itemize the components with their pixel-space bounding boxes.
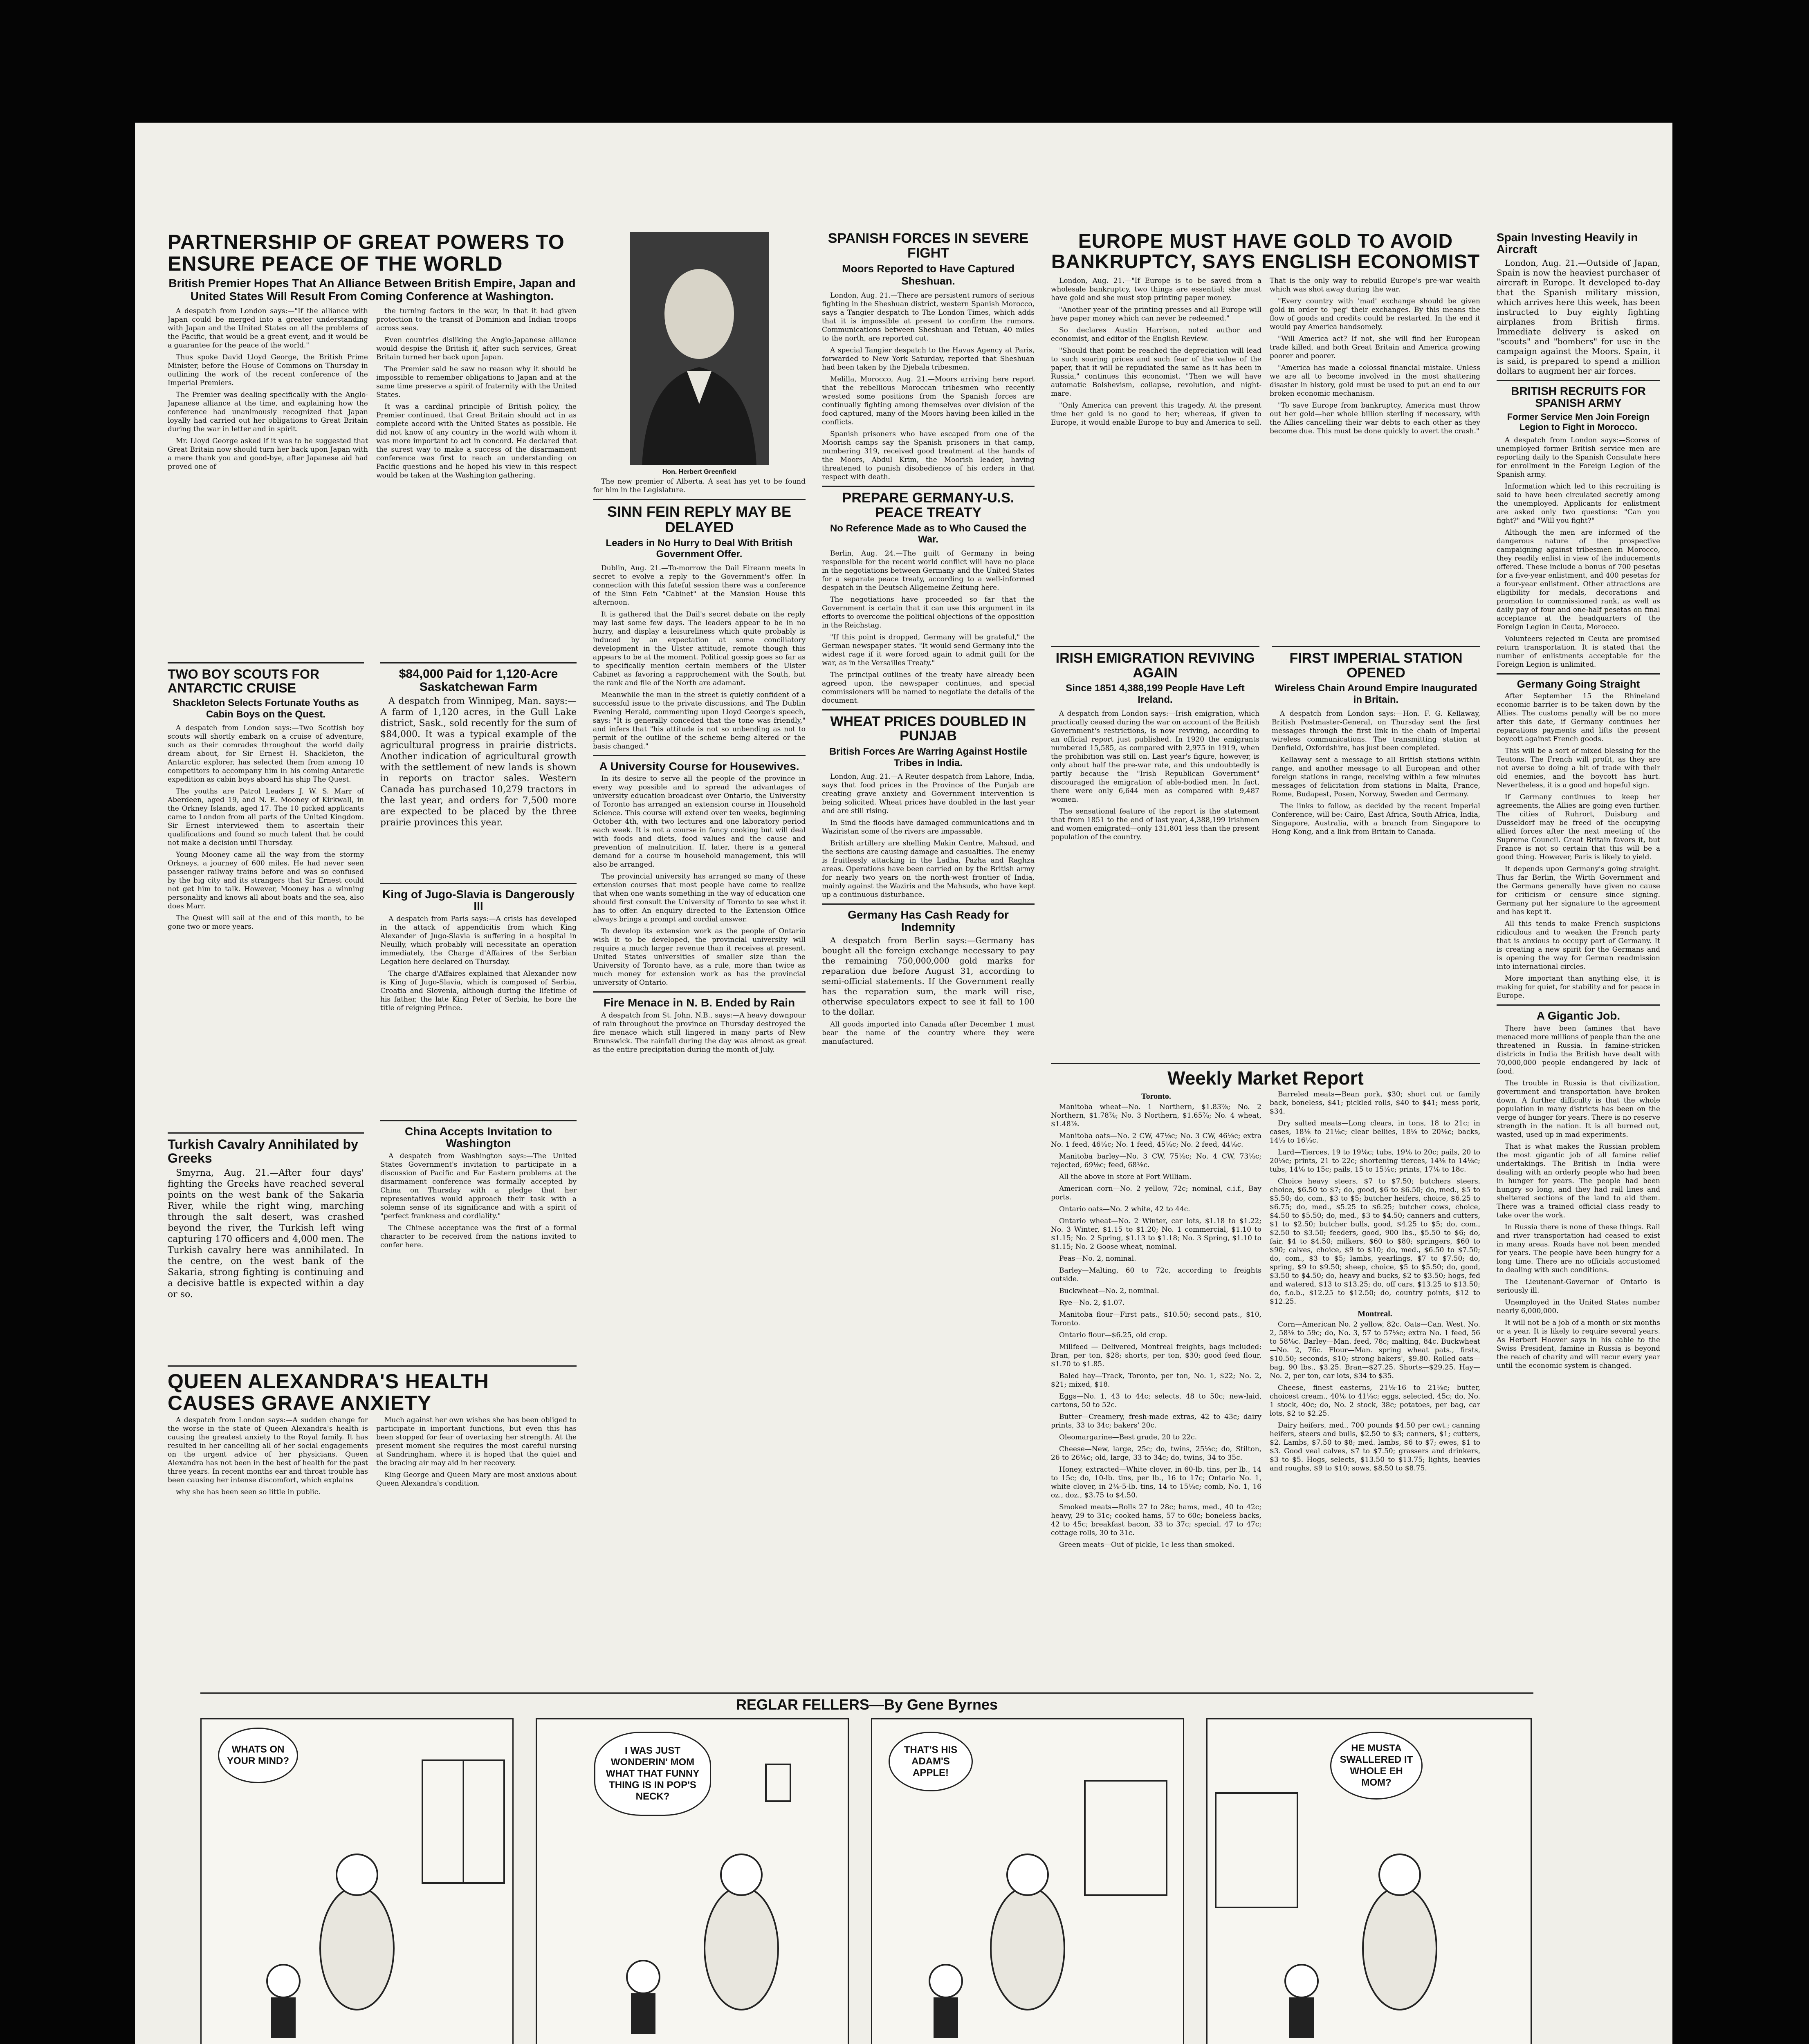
market-item: Rye—No. 2, $1.07.	[1059, 1299, 1125, 1307]
paragraph: That is what makes the Russian problem the most gigantic job of all famine relief undertakings. The British in India were dealing with an orderly people who had been in hunger for years. The people had been hungry so long, and they had rail lines and sheltered sections of the land to aid them. There was a trained official class ready to take over the work.	[1497, 1142, 1660, 1219]
market-item: Ontario wheat—No. 2 Winter, car lots, $1.18 to $1.22; No. 3 Winter, $1.15 to $1.20; No. 1 commercial, $1.10 to $1.15; No. 2 Spring, $1.13 to $1.18; No. 3 Spring, $1.10 to $1.15; No. 2 Goose wheat, nominal.	[1051, 1217, 1261, 1251]
turkish-story	[168, 1128, 364, 1357]
paragraph: "Only America can prevent this tragedy. At the present time her gold is no good to her; whereas, if given to Europe, it would enable Europe to buy and America to sell. That is the only way to rebuild Europe's pre-war wealth which was shot away during the war.	[1051, 276, 1480, 427]
irish-deck: Since 1851 4,388,199 People Have Left Ireland.	[1066, 683, 1245, 705]
column-two	[593, 229, 806, 1684]
straight-headline: Germany Going Straight	[1517, 678, 1640, 690]
market-headline: Weekly Market Report	[1167, 1067, 1364, 1089]
photo-text: The new premier of Alberta. A seat has yet to be found for him in the Legislature.	[593, 477, 806, 494]
paragraph: It is gathered that the Dail's secret debate on the reply may last some few days. The leaders appear to be in no hurry, and display a leisureliness which quite probably is induced by an expectation at some conciliatory development in the Ulster attitude, remote though this appears to be at the moment. Political gossip goes so far as to specifically mention certain members of the Ulster Cabinet as favoring a rapprochement with the South, but the rank and file of the North are adamant.	[593, 610, 806, 687]
paragraph: In its desire to serve all the people of the province in every way possible and to spread the advantages of university education broadcast over Ontario, the University of Toronto has arranged an extension course in Household Science. This course will extend over ten weeks, beginning October 4th, with two lectures and one laboratory period each week. It is not a course in fancy cooking but will deal with foods and diets, food values and the cause and prevention of malnutrition. If, later, there is a general demand for a course in household management, this will also be arranged.	[593, 775, 806, 869]
column-three	[822, 229, 1035, 1684]
paragraph: The Chinese acceptance was the first of a formal character to be received from the nations invited to confer here.	[380, 1224, 577, 1249]
market-item: All the above in store at Fort William.	[1059, 1173, 1192, 1181]
paragraph: A despatch from London says:—Irish emigration, which practically ceased during the war on account of the British Government's restrictions, is now reviving, according to an official report just published. In 1920 the emigrants numbered 15,585, as compared with 2,975 in 1919, when the prohibition was still on. Last year's figure, however, is only about half the pre-war rate, and this undoubtedly is partly because the "Irish Republican Government" discouraged the emigration of able-bodied men. In fact, there were only 6,644 men as compared with 9,487 women.	[1051, 709, 1259, 804]
market-report	[1051, 1059, 1480, 1684]
paragraph: A despatch from London says:—Scores of unemployed former British service men are reporting daily to the Spanish Consulate here for enrollment in the Foreign Legion of the Spanish army.	[1497, 436, 1660, 479]
paragraph: The links to follow, as decided by the recent Imperial Conference, will be: Cairo, East Africa, South Africa, India, Singapore, Australia, with a branch from Singapore to Hong Kong, and a link from Britain to Canada.	[1272, 802, 1480, 836]
paragraph: Unemployed in the United States number nearly 6,000,000.	[1497, 1298, 1660, 1315]
comic-panel-4	[1206, 1718, 1532, 2044]
germancash-headline: Germany Has Cash Ready for Indemnity	[848, 908, 1009, 933]
paragraph: London, Aug. 21.—There are persistent rumors of serious fighting in the Sheshuan district, western Spanish Morocco, says a Tangier despatch to The London Times, which adds that it is impossible at present to confirm the rumors. Communications between Sheshuan and Tetuan, 40 miles to the north, are reported cut.	[822, 291, 1035, 343]
market-item: Dairy heifers, med., 700 pounds $4.50 per cwt.; canning heifers, steers and bulls, $2.50 to $3; canners, $1; cutters, $2. Lambs, $7.50 to $8; med. lambs, $6 to $7; ewes, $1 to $3. Good veal calves, $7 to $7.50; grassers and drinkers, $3 to $5. Hogs, selects, $13.50 to $13.75; lights, heavies and roughs, $9 to $10; sows, $8.50 to $8.75.	[1270, 1421, 1480, 1473]
market-item: Manitoba barley—No. 3 CW, 75⅛c; No. 4 CW, 73⅛c; rejected, 69⅛c; feed, 68⅛c.	[1051, 1152, 1261, 1170]
paragraph: A despatch from Washington says:—The United States Government's invitation to participate in a discussion of Pacific and Far Eastern problems at the disarmament conference was formally accepted by China on Thursday with a pledge that her representatives would approach their task with a solemn sense of its significance and with a spirit of "perfect frankness and cordiality."	[380, 1152, 577, 1220]
comic-panel-1	[200, 1718, 514, 2044]
paragraph: British artillery are shelling Makin Centre, Mahsud, and the sections are causing damage and casualties. The enemy is fruitlessly attacking in the Ladha, Pazha and Raghza areas. Operations have been carried on by the British army for nearly two years on the north-west frontier of India, mainly against the Waziris and the Mahsuds, who have kept up a continuous disturbance.	[822, 839, 1035, 899]
jugoslavia-headline: King of Jugo-Slavia is Dangerously Ill	[382, 888, 575, 913]
china-story	[380, 1116, 577, 1357]
market-item: Eggs—No. 1, 43 to 44c; selects, 48 to 50c; new-laid, cartons, 50 to 52c.	[1051, 1392, 1261, 1410]
comic-title: REGLAR FELLERS—By Gene Byrnes	[736, 1696, 998, 1713]
market-item: Barreled meats—Bean pork, $30; short cut or family back, boneless, $41; pickled rolls, $40 to $41; mess pork, $34.	[1270, 1090, 1480, 1116]
paragraph: King George and Queen Mary are most anxious about Queen Alexandra's condition.	[376, 1471, 577, 1488]
paragraph: The provincial university has arranged so many of these extension courses that most people have come to realize that when one wants something in the way of education one should first consult the University of Toronto to see whst it has to offer. An enquiry directed to the Extension Office always brings a prompt and cordial answer.	[593, 872, 806, 924]
alexandra-story	[168, 1361, 577, 1680]
jugoslavia-story	[380, 879, 577, 1116]
paragraph: Mr. Lloyd George asked if it was to be suggested that Great Britain now should turn her back upon Japan with a mere thank you and good-bye, after Japanese aid had proved one of	[168, 437, 368, 471]
newspaper-page	[135, 123, 1672, 2044]
panel-drawing	[1207, 1719, 1531, 2044]
paragraph: The Premier was dealing specifically with the Anglo-Japanese alliance at the time, and explaining how the conference had unanimously recognized that Japan loyally had carried out her obligations to Great Britain during the war in letter and in spirit.	[168, 391, 368, 434]
china-headline: China Accepts Invitation to Washington	[405, 1125, 552, 1150]
imperial-headline: FIRST IMPERIAL STATION OPENED	[1289, 650, 1463, 681]
market-item: Cheese—New, large, 25c; do, twins, 25⅛c; do, Stilton, 26 to 26⅛c; old, large, 33 to 34c; do, twins, 34 to 35c.	[1051, 1445, 1261, 1462]
paragraph: All this tends to make French suspicions ridiculous and to weaken the French party that is anxious to occupy part of Germany. It is creating a new spirit for the Germans and is opening the way for German readmission into international circles.	[1497, 920, 1660, 971]
irish-story	[1051, 642, 1259, 1059]
market-item: Buckwheat—No. 2, nominal.	[1059, 1287, 1159, 1295]
market-item: Cheese, finest easterns, 21⅛-16 to 21⅛c; butter, choicest cream., 40⅛ to 41⅛c; eggs, selected, 45c; do, No. 1 stock, 40c; do, No. 2 stock, 38c; potatoes, per bag, car lots, $2 to $2.25.	[1270, 1384, 1480, 1418]
scouts-story	[168, 658, 364, 1128]
paragraph: Smyrna, Aug. 21.—After four days' fighting the Greeks have reached several points on the west bank of the Sakaria River, while the right wing, marching through the salt desert, was crashed beyond the river, the Turkish left wing capturing 170 officers and 4,000 men. The Turkish cavalry here was annihilated. In the centre, on the west bank of the Sakaria, strong fighting is continuing and a decisive battle is expected within a day or so.	[168, 1168, 364, 1300]
market-item: Corn—American No. 2 yellow, 82c. Oats—Can. West. No. 2, 58⅛ to 59c; do, No. 3, 57 to 57⅛c; extra No. 1 feed, 56 to 58⅛c. Barley—Man. feed, 78c; malting, 84c. Buckwheat—No. 2, 76c. Flour—Man. spring wheat pats., firsts, $10.50; seconds, $10; strong bakers', $9.80. Rolled oats—bag, 90 lbs., $3.25. Bran—$27.25. Shorts—$29.25. Hay—No. 2, per ton, car lots, $34 to $35.	[1270, 1320, 1480, 1381]
paragraph: A despatch from Paris says:—A crisis has developed in the attack of appendicitis from which King Alexander of Jugo-Slavia is suffering in a hospital in Neuilly, which probably will necessitate an operation immediately, the Charge d'Affaires of the Serbian Legation here declared on Thursday.	[380, 914, 577, 966]
paragraph: A despatch from London says:—"If the alliance with Japan could be merged into a greater understanding with Japan and the United States on all the problems of the Pacific, that would be a great event, and it would be a guarantee for the peace of the world."	[168, 307, 368, 350]
paragraph: "America has made a colossal financial mistake. Unless we are all to become involved in the most shattering disaster in history, gold must be used to put an end to our broken economic mechanism.	[1270, 363, 1480, 398]
paragraph: The negotiations have proceeded so far that the Government is certain that it can use this argument in its efforts to overcome the political objections of the opposition in the Reichstag.	[822, 595, 1035, 630]
portrait-image	[630, 232, 769, 465]
aircraft-headline: Spain Investing Heavily in Aircraft	[1497, 231, 1638, 256]
paragraph: The Lieutenant-Governor of Ontario is seriously ill.	[1497, 1278, 1660, 1295]
farm-story	[380, 658, 577, 879]
speech-bubble: WHATS ON YOUR MIND?	[218, 1728, 298, 1783]
europe-body	[1051, 277, 1480, 436]
comic-strip	[200, 1692, 1533, 2044]
paragraph: A despatch from London says:—Hon. F. G. Kellaway, British Postmaster-General, on Thursday sent the first messages through the first link in the chain of Imperial wireless communications. The transmitting station at Denfield, Oxfordshire, has just been completed.	[1272, 709, 1480, 752]
paragraph: The sensational feature of the report is the statement that from 1851 to the end of last year, 4,388,199 Irishmen and women emigrated—only 131,801 less than the present population of the country.	[1051, 807, 1259, 841]
market-item: Butter—Creamery, fresh-made extras, 42 to 43c; dairy prints, 33 to 34c; bakers' 20c.	[1051, 1413, 1261, 1430]
paragraph: Much against her own wishes she has been obliged to participate in important functions, but even this has been stopped for fear of overtaxing her strength. At the present moment she requires the most careful nursing at Sandringham, where it is hoped that the quiet and the bracing air may aid in her recovery.	[376, 1416, 577, 1467]
market-item: Ontario flour—$6.25, old crop.	[1059, 1331, 1167, 1340]
paragraph: More important than anything else, it is making for quiet, for stability and for peace in Europe.	[1497, 975, 1660, 1000]
europe-story	[1051, 229, 1480, 642]
paragraph: So declares Austin Harrison, noted author and economist, and editor of the English Review.	[1051, 326, 1261, 343]
market-item: Lard—Tierces, 19 to 19⅛c; tubs, 19⅛ to 20c; pails, 20 to 20⅛c; prints, 21 to 22c; shortening tierces, 14⅛ to 14⅛c; tubs, 14⅛ to 15c; pails, 15 to 15⅛c; prints, 17⅛ to 18c.	[1270, 1148, 1480, 1174]
paragraph: the turning factors in the war, in that it had given protection to the transit of Dominion and Indian troops across seas.	[376, 307, 577, 333]
portrait-photo	[630, 232, 769, 465]
firemenace-headline: Fire Menace in N. B. Ended by Rain	[603, 996, 795, 1009]
paragraph: To develop its extension work as the people of Ontario wish it to be developed, the provincial university will require a much larger revenue than it receives at present. United States universities of smaller size than the University of Toronto have, as a rule, more than twice as much money for extension work as has the provincial university of Ontario.	[593, 927, 806, 987]
market-left	[1051, 1090, 1261, 1553]
paragraph: Information which led to this recruiting is said to have been circulated secretly among the unemployed. Applicants for enlistment are asked only two questions: "Can you fight?" and "Will you fight?"	[1497, 482, 1660, 525]
market-item: American corn—No. 2 yellow, 72c; nominal, c.i.f., Bay ports.	[1051, 1185, 1261, 1202]
speech-bubble: I WAS JUST WONDERIN' MOM WHAT THAT FUNNY THING IS IN POP'S NECK?	[594, 1732, 711, 1816]
market-item: Ontario oats—No. 2 white, 42 to 44c.	[1059, 1205, 1190, 1214]
imperial-deck: Wireless Chain Around Empire Inaugurated in Britain.	[1275, 683, 1477, 705]
paragraph: A despatch from Berlin says:—Germany has bought all the foreign exchange necessary to pay the remaining 750,000,000 gold marks for reparation due before August 31, according to semi-official statements. If the Government really has the reparation sum, the mark will rise, otherwise speculators expect to see it fall to 100 to the dollar.	[822, 935, 1035, 1017]
photo-caption: Hon. Herbert Greenfield	[662, 468, 736, 475]
paragraph: Thus spoke David Lloyd George, the British Prime Minister, before the House of Commons on Thursday in outlining the work of the recent conference of the Imperial Premiers.	[168, 353, 368, 388]
paragraph: "If this point is dropped, Germany will be grateful," the German newspaper states. "It would send Germany into the widest rage if it were forced again to admit guilt for the war, as in the Versailles Treaty."	[822, 633, 1035, 667]
university-headline: A University Course for Housewives.	[599, 760, 799, 773]
paragraph: A despatch from Winnipeg, Man. says:—A farm of 1,120 acres, in the Gull Lake district, Sask., sold recently for the sum of $84,000. It was a typical example of the agricultural progress in prairie districts. Another indication of agricultural growth with the settlement of new lands is shown in reports on tractor sales. Western Canada has purchased 10,279 tractors in the last year, and orders for 7,500 more are expected to be placed by the three prairie provinces this year.	[380, 696, 577, 828]
imperial-story	[1272, 642, 1480, 1059]
panel-drawing	[872, 1719, 1183, 2044]
paragraph: Kellaway sent a message to all British stations within range, and another message to all European and other foreign stations in range, receiving within a few minutes messages of felicitation from stations in Malta, France, Rome, Budapest, Posen, Norway, Sweden and Germany.	[1272, 755, 1480, 798]
paragraph: Although the men are informed of the dangerous nature of the prospective campaigning against tribesmen in Morocco, they readily enlist in view of the inducements offered. These include a bonus of 700 pesetas for a five-year enlistment, and 400 pesetas for a four-year enlistment. Other attractions are eligibility for medals, decorations and promotion to commissioned rank, as well as daily pay of four and one-half pesetas on final acceptance at the headquarters of the Foreign Legion in Ceuta, Morocco.	[1497, 529, 1660, 632]
germany-deck: No Reference Made as to Who Caused the War.	[830, 522, 1027, 545]
paragraph: A despatch from London says:—Two Scottish boy scouts will shortly embark on a cruise of adventure, such as their comrades throughout the world daily dream about, for Sir Ernest H. Shackleton, the Antarctic explorer, has selected them from among 10 competitors to accompany him in his coming Antarctic expedition as cabin boys aboard his ship The Quest.	[168, 724, 364, 784]
panel-drawing	[202, 1719, 512, 2044]
recruits-deck: Former Service Men Join Foreign Legion to Fight in Morocco.	[1507, 411, 1650, 432]
paragraph: "To save Europe from bankruptcy, America must throw out her gold—her whole billion sterling if necessary, with the Allies cancelling their war debts to each other as they become due. This must be done quickly to avert the crash."	[1270, 401, 1480, 435]
scouts-deck: Shackleton Selects Fortunate Youths as Cabin Boys on the Quest.	[173, 697, 359, 720]
lead-body	[168, 307, 577, 480]
paragraph: This will be a sort of mixed blessing for the Teutons. The French will profit, as they are not averse to doing a bit of trade with their old enemies, and the boycott has hurt. Nevertheless, it is a good and hopeful sign.	[1497, 747, 1660, 790]
paragraph: It depends upon Germany's going straight. Thus far Berlin, the Wirth Government and the Germans generally have given no cause for criticism or censure since signing. Germany put her signature to the agreement and has kept it.	[1497, 865, 1660, 917]
market-item: Green meats—Out of pickle, 1c less than smoked.	[1059, 1541, 1234, 1549]
lead-deck: British Premier Hopes That An Alliance Between British Empire, Japan and United States Will Result From Coming Conference at Washington.	[168, 277, 576, 303]
market-item: Manitoba oats—No. 2 CW, 47⅛c; No. 3 CW, 46⅛c; extra No. 1 feed, 46⅛c; No. 1 feed, 45⅛c; No. 2 feed, 44⅛c.	[1051, 1132, 1261, 1149]
sinnfein-deck: Leaders in No Hurry to Deal With British Government Offer.	[606, 537, 793, 560]
paragraph: London, Aug. 21.—A Reuter despatch from Lahore, India, says that food prices in the Province of the Punjab are creating grave anxiety and Government intervention is being solicited. Wheat prices have doubled in the last year and are still rising.	[822, 773, 1035, 816]
paragraph: Meanwhile the man in the street is quietly confident of a successful issue to the private discussions, and The Dublin Evening Herald, commenting upon Lloyd George's speech, says: "It is generally conceded that the tone was friendly," and infers that "his attitude is not so unbending as not to permit of the outline of the scheme being altered or the basis changed."	[593, 690, 806, 751]
farm-headline: $84,000 Paid for 1,120-Acre Saskatchewan Farm	[399, 667, 558, 694]
paragraph: London, Aug. 21.—"If Europe is to be saved from a wholesale bankruptcy, two things are essential; she must have gold and she must stop printing paper money.	[1051, 276, 1261, 302]
lead-headline: PARTNERSHIP OF GREAT POWERS TO ENSURE PEACE OF THE WORLD	[168, 231, 565, 275]
europe-headline: EUROPE MUST HAVE GOLD TO AVOID BANKRUPTCY, SAYS ENGLISH ECONOMIST	[1051, 231, 1480, 273]
gigantic-headline: A Gigantic Job.	[1536, 1009, 1620, 1022]
paragraph: A special Tangier despatch to the Havas Agency at Paris, forwarded to New York Saturday, reported that Sheshuan had been taken by the Djebala tribesmen.	[822, 346, 1035, 372]
speech-bubble: HE MUSTA SWALLERED IT WHOLE EH MOM?	[1330, 1732, 1423, 1800]
paragraph: A despatch from London says:—A sudden change for the worse in the state of Queen Alexandra's health is causing the greatest anxiety to the Royal family. It has resulted in her cancelling all of her social engagements on the urgent advice of her physicians. Queen Alexandra has not been in the best of health for the past three years. In recent months ear and throat trouble has been causing her intense discomfort, which explains	[168, 1416, 368, 1484]
paragraph: "Will America act? If not, she will find her European trade killed, and both Great Britain and America growing poorer and poorer.	[1270, 334, 1480, 360]
market-montreal-head: Montreal.	[1358, 1309, 1392, 1319]
speech-bubble: THAT'S HIS ADAM'S APPLE!	[889, 1732, 973, 1791]
market-item: Baled hay—Track, Toronto, per ton, No. 1, $22; No. 2, $21; mixed, $18.	[1051, 1372, 1261, 1389]
paragraph: The charge d'Affaires explained that Alexander now is King of Jugo-Slavia, which is composed of Serbia, Croatia and Slovenia, although during the lifetime of his father, the late King Peter of Serbia, he bore the title of reigning Prince.	[380, 969, 577, 1012]
market-item: Millfeed — Delivered, Montreal freights, bags included: Bran, per ton, $28; shorts, per ton, $30; good feed flour, $1.70 to $1.85.	[1051, 1343, 1261, 1369]
paragraph: London, Aug. 21.—Outside of Japan, Spain is now the heaviest purchaser of aircraft in Europe. It developed to-day that the Spanish military mission, which arrives here this week, has been instructed to buy eighty fighting airplanes from British firms. Immediate delivery is asked on "scouts" and "bombers" for use in the campaign against the Moors. Spain, it is said, is prepared to spend a million dollars to augment her air forces.	[1497, 258, 1660, 376]
lead-story	[168, 229, 577, 658]
market-columns	[1051, 1090, 1480, 1553]
comic-panel-3	[871, 1718, 1184, 2044]
paragraph: why she has been seen so little in public.	[176, 1488, 321, 1496]
germany-headline: PREPARE GERMANY-U.S. PEACE TREATY	[842, 490, 1014, 520]
sinnfein-headline: SINN FEIN REPLY MAY BE DELAYED	[607, 503, 792, 536]
paragraph: It will not be a job of a month or six months or a year. It is likely to require several years. As Herbert Hoover says in his cable to the Swiss President, famine in Russia is beyond the reach of charity and will recur every year until the economic system is changed.	[1497, 1318, 1660, 1370]
paragraph: In Sind the floods have damaged communications and in Waziristan some of the rivers are impassable.	[822, 819, 1035, 836]
paragraph: The principal outlines of the treaty have already been agreed upon, the newspaper continues, and special commissioners will be named to negotiate the details of the document.	[822, 670, 1035, 705]
paragraph: Even countries disliking the Anglo-Japanese alliance would despise the British if, after such services, Great Britain turned her back upon Japan.	[376, 336, 577, 362]
comic-panel-2	[536, 1718, 849, 2044]
paragraph: "Should that point be reached the depreciation will lead to such soaring prices and such fear of the value of the paper, that it will be repudiated the same as it has been in Russia," continues this economist. "Then we will have automatic Bolshevism, collapse, revolution, and night-mare.	[1051, 346, 1261, 398]
paragraph: Berlin, Aug. 24.—The guilt of Germany in being responsible for the recent world conflict will have no place in the negotiations between Germany and the United States for a separate peace treaty, according to a well-informed despatch in the Deutsch Allgemeine Zeitung here.	[822, 549, 1035, 592]
market-toronto-head: Toronto.	[1141, 1092, 1171, 1101]
wheat-deck: British Forces Are Warring Against Hostile Tribes in India.	[829, 746, 1028, 769]
market-item: Dry salted meats—Long clears, in tons, 18 to 21c; in cases, 18⅛ to 21⅛c; clear bellies, 18⅛ to 20⅛c; backs, 14⅛ to 16⅛c.	[1270, 1119, 1480, 1145]
paragraph: There have been famines that have menaced more millions of people than the one threatened in Russia. In famine-stricken districts in India the British have dealt with 70,000,000 people endangered by lack of food.	[1497, 1024, 1660, 1076]
recruits-headline: BRITISH RECRUITS FOR SPANISH ARMY	[1511, 384, 1646, 410]
wheat-headline: WHEAT PRICES DOUBLED IN PUNJAB	[830, 713, 1026, 744]
irish-headline: IRISH EMIGRATION REVIVING AGAIN	[1055, 650, 1255, 681]
paragraph: Spanish prisoners who have escaped from one of the Moorish camps say the Spanish prisoners in that camp, numbering 319, received good treatment at the hands of the Moors, Abdul Krim, the Moorish leader, having threatened to punish disobedience of his orders in that respect with death.	[822, 430, 1035, 482]
market-item: Manitoba wheat—No. 1 Northern, $1.83⅞; No. 2 Northern, $1.78⅞; No. 3 Northern, $1.65⅞; No. 4 wheat, $1.48⅞.	[1051, 1103, 1261, 1129]
market-right	[1270, 1090, 1480, 1553]
alexandra-headline: QUEEN ALEXANDRA'S HEALTH CAUSES GRAVE ANXIETY	[168, 1370, 489, 1414]
market-item: Peas—No. 2, nominal.	[1059, 1255, 1136, 1263]
market-item: Honey, extracted—White clover, in 60-lb. tins, per lb., 14 to 15c; do, 10-lb. tins, per lb., 16 to 17c; Ontario No. 1, white clover, in 2⅛-5-lb. tins, 14 to 15⅛c; comb, No. 1, 16 oz., doz., $3.75 to $4.50.	[1051, 1466, 1261, 1500]
market-item: Barley—Malting, 60 to 72c, according to freights outside.	[1051, 1266, 1261, 1284]
paragraph: Dublin, Aug. 21.—To-morrow the Dail Eireann meets in secret to evolve a reply to the Government's offer. In connection with this fateful session there was a conference of the Sinn Fein "Cabinet" at the Mansion House this afternoon.	[593, 564, 806, 607]
paragraph: Volunteers rejected in Ceuta are promised return transportation. It is stated that the number of enlistments acceptable for the Foreign Legion is unlimited.	[1497, 635, 1660, 669]
paragraph: Young Mooney came all the way from the stormy Orkneys, a journey of 600 miles. He had never seen passenger railway trains before and was so confused by the big city and its strangers that Sir Ernest could not get him to talk. However, Mooney has a winning personality and knows all about boats and the sea, also does Marr.	[168, 851, 364, 911]
paragraph: "Every country with 'mad' exchange should be given gold in order to 'peg' their exchanges. By this means the flow of goods and credits could be restarted. In the end it would pay America handsomely.	[1270, 297, 1480, 331]
paragraph: The trouble in Russia is that civilization, government and transportation have broken down. A further difficulty is that the whole population in many districts has been on the verge of hunger for years. There is no reserve strength in the nation. It is all burned out, wasted, used up in mad experiments.	[1497, 1079, 1660, 1139]
paragraph: A despatch from St. John, N.B., says:—A heavy downpour of rain throughout the province on Thursday destroyed the fire menace which still lingered in many parts of New Brunswick. The rainfall during the day was almost as great as the entire precipitation during the month of July.	[593, 1011, 806, 1054]
paragraph: The Quest will sail at the end of this month, to be gone two or more years.	[168, 914, 364, 931]
alexandra-body	[168, 1416, 577, 1497]
paragraph: In Russia there is none of these things. Rail and river transportation had ceased to exist in many areas. Roads have not been mended for years. The people have been hungry for a long time. There are no officials accustomed to dealing with such conditions.	[1497, 1223, 1660, 1274]
market-item: Manitoba flour—First pats., $10.50; second pats., $10, Toronto.	[1051, 1311, 1261, 1328]
paragraph: The youths are Patrol Leaders J. W. S. Marr of Aberdeen, aged 19, and N. E. Mooney of Kirkwall, in the Orkney Islands, aged 17. The 10 picked applicants came to London from all parts of the United Kingdom. Sir Ernest interviewed them to ascertain their qualifications and found so much talent that he could not make a decision until Thursday.	[168, 787, 364, 847]
market-item: Oleomargarine—Best grade, 20 to 22c.	[1059, 1433, 1197, 1442]
spanish-headline: SPANISH FORCES IN SEVERE FIGHT	[828, 231, 1029, 261]
panel-drawing	[537, 1719, 848, 2044]
market-item: Choice heavy steers, $7 to $7.50; butchers steers, choice, $6.50 to $7; do, good, $6 to $6.50; do, med., $5 to $5.50; do, com., $3 to $5; butcher heifers, choice, $6.25 to $6.75; do, med., $5.25 to $6.25; butcher cows, choice, $4.50 to $5.50; do, med., $3 to $4.50; canners and cutters, $1 to $2.50; butcher bulls, good, $4.25 to $5; do, com., $2.50 to $3.50; feeders, good, 900 lbs., $5.50 to $6; do, fair, $4 to $4.50; milkers, $60 to $80; springers, $60 to $90; calves, choice, $9 to $10; do, med., $6.50 to $7.50; do, com., $3 to $5; lambs, yearlings, $7 to $7.50; do, spring, $9 to $9.50; sheep, choice, $5 to $5.50; do, good, $3.50 to $4.50; do, heavy and bucks, $2 to $3.50; hogs, fed and watered, $13 to $13.25; do, off cars, $13.25 to $13.50; do, f.o.b., $12.25 to $12.50; do, country points, $12 to $12.25.	[1270, 1177, 1480, 1306]
paragraph: If Germany continues to keep her agreements, the Allies are going even further. The cities of Ruhrort, Duisburg and Dusseldorf may be freed of the occupying allied forces after the next meeting of the Supreme Council. Great Britain favors it, but France is not so certain that this will be a good thing. However, Paris is likely to yield.	[1497, 793, 1660, 862]
market-item: Smoked meats—Rolls 27 to 28c; hams, med., 40 to 42c; heavy, 29 to 31c; cooked hams, 57 to 60c; boneless backs, 42 to 45c; breakfast bacon, 33 to 37c; special, 47 to 47c; cottage rolls, 30 to 31c.	[1051, 1503, 1261, 1537]
paragraph: After September 15 the Rhineland economic barrier is to be taken down by the Allies. The customs penalty will be no more after this date, if Germany continues her reparations payments and lifts the present boycott against French goods.	[1497, 692, 1660, 744]
turkish-headline: Turkish Cavalry Annihilated by Greeks	[168, 1137, 358, 1165]
scouts-headline: TWO BOY SCOUTS FOR ANTARCTIC CRUISE	[168, 667, 319, 695]
paragraph: The Premier said he saw no reason why it should be impossible to remember obligations to Japan and at the same time preserve a spirit of fraternity with the United States.	[376, 365, 577, 399]
spanish-deck: Moors Reported to Have Captured Sheshuan.	[842, 262, 1014, 287]
paragraph: It was a cardinal principle of British policy, the Premier continued, that Great Britain should act in as complete accord with the United States as possible. He did not know of any country in the world with whom it was more important to act in concord. He declared that the surest way to make a success of the disarmament conference was first to reach an understanding on Pacific questions and he hoped his view in this respect would be taken at the Washington gathering.	[376, 403, 577, 480]
paragraph: All goods imported into Canada after December 1 must bear the name of the country where they were manufactured.	[822, 1020, 1035, 1046]
paragraph: Melilla, Morocco, Aug. 21.—Moors arriving here report that the rebellious Moroccan tribesmen who recently wrested some positions from the Spanish forces are continually fighting among themselves over division of the food captured, many of the Moors having been killed in the conflicts.	[822, 375, 1035, 427]
paragraph: "Another year of the printing presses and all Europe will have paper money which can never be redeemed."	[1051, 305, 1261, 323]
